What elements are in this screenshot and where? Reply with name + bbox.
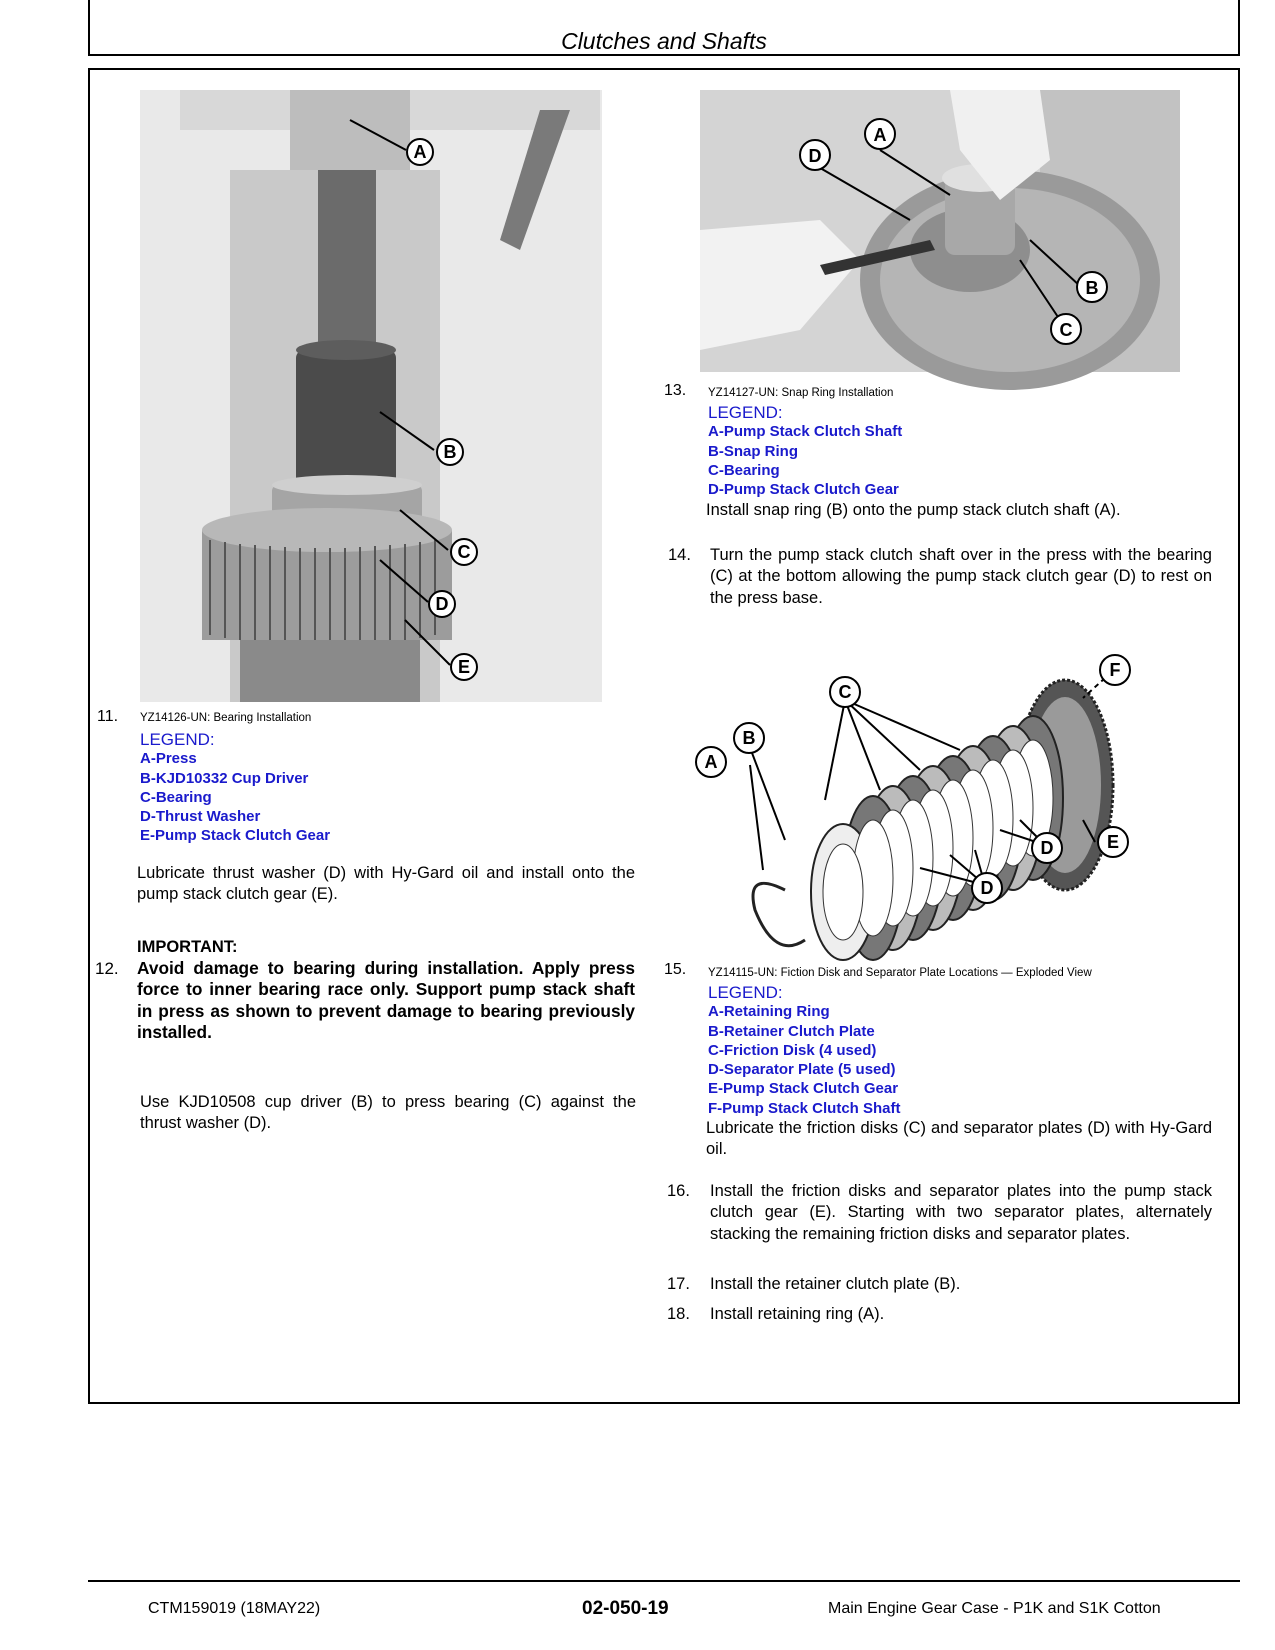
callout-e: E [457, 657, 471, 677]
step-13-instruction: Install snap ring (B) onto the pump stack clutch shaft (A). [706, 501, 1121, 519]
callout-f: F [1109, 660, 1121, 680]
legend-item: E-Pump Stack Clutch Gear [140, 827, 331, 845]
exploded-view-illustration [704, 660, 1195, 960]
legend-item: A-Retaining Ring [708, 1003, 830, 1021]
step-13-number: 13. [664, 382, 687, 399]
callout-d: D [435, 594, 449, 614]
legend-item: D-Separator Plate (5 used) [708, 1061, 896, 1079]
step-14-text: Turn the pump stack clutch shaft over in the press with the bearing (C) at the bottom allowing the pump stack clutch gear (D) to rest on the press base. [710, 546, 1212, 607]
footer-page-number: 02-050-19 [582, 1598, 669, 1619]
callout-a: A [873, 125, 887, 145]
callout-c: C [838, 682, 852, 702]
figure3-legend [708, 983, 901, 1118]
callout-a: A [704, 752, 718, 772]
footer-section-title: Main Engine Gear Case - P1K and S1K Cotton [828, 1600, 1161, 1617]
callout-d: D [980, 878, 994, 898]
legend-item: B-Snap Ring [708, 442, 798, 460]
callout-c: C [457, 542, 471, 562]
legend-item: C-Friction Disk (4 used) [708, 1041, 877, 1059]
legend-item: C-Bearing [708, 461, 780, 479]
legend-item: F-Pump Stack Clutch Shaft [708, 1099, 901, 1117]
step-16-number: 16. [667, 1182, 690, 1200]
legend-title: LEGEND: [708, 983, 783, 1002]
step-11-instruction: Lubricate thrust washer (D) with Hy-Gard oil and install onto the pump stack clutch gear (E). [137, 864, 635, 904]
legend-title: LEGEND: [708, 403, 783, 422]
callout-c: C [1059, 320, 1073, 340]
step-12-number: 12. [95, 959, 119, 978]
step-16-text: Install the friction disks and separator plates into the pump stack clutch gear (E). Starting with two separator plates, alternately stacking the remaining friction disks and separator plates. [710, 1182, 1212, 1243]
figure2-legend [708, 403, 902, 499]
important-text: Avoid damage to bearing during installation. Apply press force to inner bearing race only. Support pump stack shaft in press as shown to prevent damage to bearing previously installed. [137, 958, 635, 1042]
step-18-number: 18. [667, 1305, 690, 1323]
step-12-instruction: Use KJD10508 cup driver (B) to press bearing (C) against the thrust washer (D). [140, 1093, 636, 1133]
step-15-number: 15. [664, 961, 687, 978]
step-17-text: Install the retainer clutch plate (B). [710, 1275, 961, 1293]
legend-item: A-Press [140, 750, 197, 768]
callout-e: E [1106, 832, 1120, 852]
figure2-caption: YZ14127-UN: Snap Ring Installation [708, 387, 894, 399]
figure3-caption: YZ14115-UN: Fiction Disk and Separator Plate Locations — Exploded View [708, 967, 1092, 979]
bearing-installation-photo [140, 90, 602, 702]
important-label: IMPORTANT: [137, 938, 238, 956]
legend-item: B-KJD10332 Cup Driver [140, 769, 309, 787]
snap-ring-installation-photo [700, 90, 1180, 372]
page-title: Clutches and Shafts [561, 28, 767, 54]
callout-b: B [742, 728, 756, 748]
footer-rule [88, 1580, 1240, 1582]
figure1-caption: YZ14126-UN: Bearing Installation [140, 712, 312, 724]
step-11-number: 11. [97, 708, 119, 725]
footer-document-id: CTM159019 (18MAY22) [148, 1600, 321, 1617]
legend-item: C-Bearing [140, 788, 212, 806]
step-14-number: 14. [668, 546, 691, 564]
step-17-number: 17. [667, 1275, 690, 1293]
callout-b: B [1085, 278, 1099, 298]
legend-title: LEGEND: [140, 730, 215, 749]
callout-b: B [443, 442, 457, 462]
figure1-legend [140, 730, 330, 846]
step-15-instruction: Lubricate the friction disks (C) and separator plates (D) with Hy-Gard oil. [706, 1119, 1212, 1159]
step-18-text: Install retaining ring (A). [710, 1305, 885, 1323]
legend-item: B-Retainer Clutch Plate [708, 1022, 875, 1040]
page-header [88, 0, 1240, 56]
legend-item: E-Pump Stack Clutch Gear [708, 1080, 899, 1098]
callout-a: A [413, 142, 427, 162]
callout-d: D [808, 146, 822, 166]
legend-item: A-Pump Stack Clutch Shaft [708, 423, 903, 441]
callout-d: D [1040, 838, 1054, 858]
legend-item: D-Pump Stack Clutch Gear [708, 481, 899, 499]
legend-item: D-Thrust Washer [140, 808, 261, 826]
